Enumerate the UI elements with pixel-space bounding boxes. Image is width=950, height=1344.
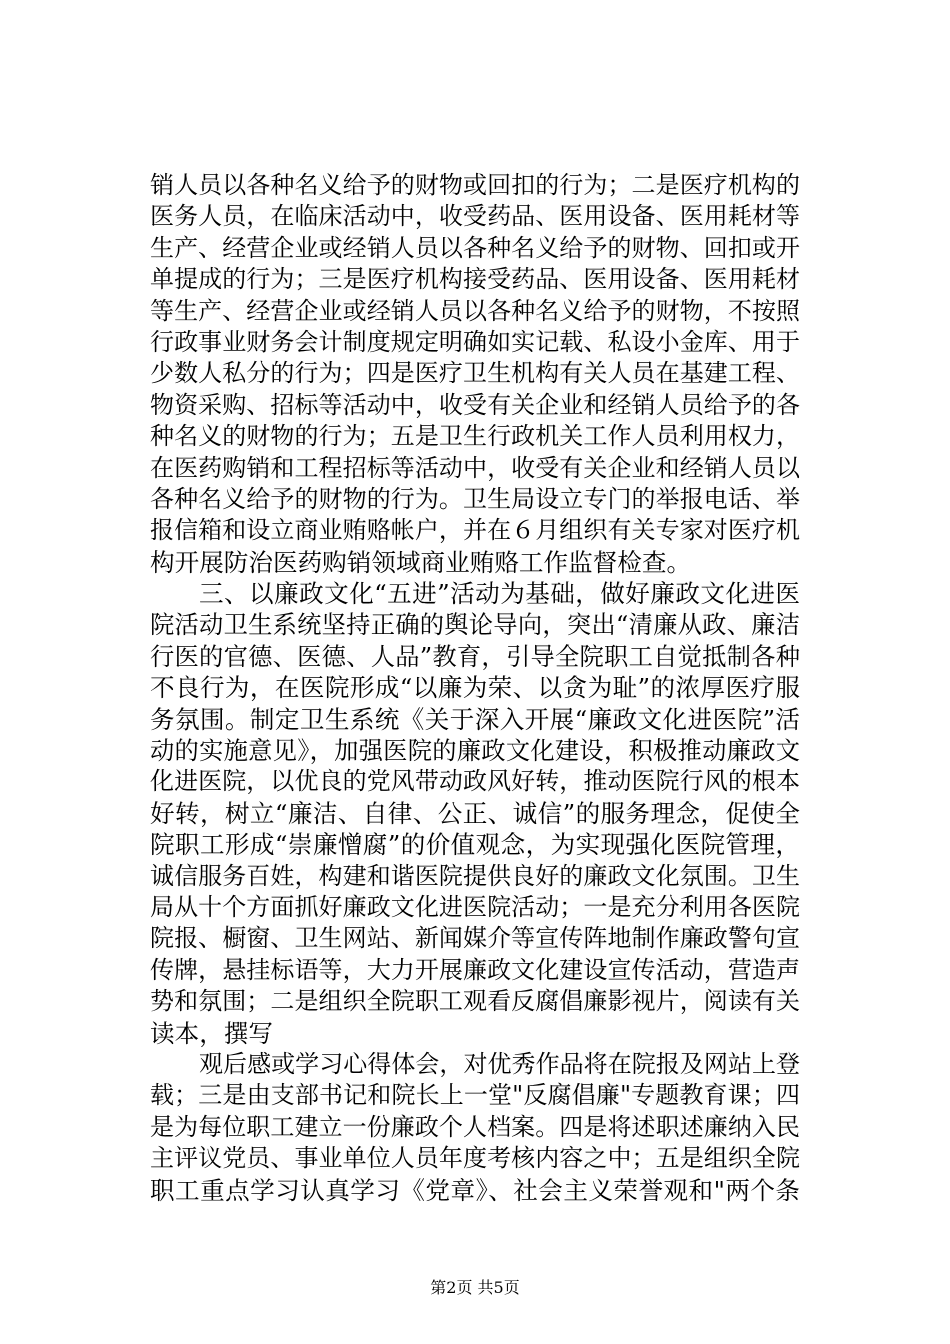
- text-line: 读本，撰写: [150, 1018, 273, 1048]
- text-line: 载；三是由支部书记和院长上一堂"反腐倡廉"专题教育课；四: [150, 1081, 800, 1110]
- text-line: 观后感或学习心得体会，对优秀作品将在院报及网站上登: [199, 1049, 800, 1078]
- text-line: 少数人私分的行为；四是医疗卫生机构有关人员在基建工程、: [150, 359, 800, 388]
- text-line: 不良行为，在医院形成“以廉为荣、以贪为耻”的浓厚医疗服: [150, 673, 800, 703]
- text-line: 种名义的财物的行为；五是卫生行政机关工作人员利用权力，: [150, 422, 800, 451]
- text-line: 院活动卫生系统坚持正确的舆论导向，突出“清廉从政、廉洁: [150, 610, 800, 640]
- text-line: 院职工形成“崇廉憎腐”的价值观念，为实现强化医院管理，: [150, 830, 800, 860]
- text-line: 好转，树立“廉洁、自律、公正、诚信”的服务理念，促使全: [150, 798, 800, 828]
- text-line: 化进医院，以优良的党风带动政风好转，推动医院行风的根本: [150, 767, 800, 796]
- text-line: 物资采购、招标等活动中，收受有关企业和经销人员给予的各: [150, 390, 800, 419]
- text-line: 局从十个方面抓好廉政文化进医院活动；一是充分利用各医院: [150, 892, 800, 921]
- text-line: 动的实施意见》，加强医院的廉政文化建设，积极推动廉政文: [150, 736, 800, 766]
- text-line: 构开展防治医药购销领域商业贿赂工作监督检查。: [150, 547, 692, 577]
- document-body: [150, 170, 800, 1206]
- text-line: 三、以廉政文化“五进”活动为基础，做好廉政文化进医: [199, 579, 800, 609]
- text-line: 行政事业财务会计制度规定明确如实记载、私设小金库、用于: [150, 327, 800, 356]
- text-line: 销人员以各种名义给予的财物或回扣的行为；二是医疗机构的: [150, 171, 800, 199]
- text-line: 生产、经营企业或经销人员以各种名义给予的财物、回扣或开: [150, 233, 800, 262]
- text-line: 诚信服务百姓，构建和谐医院提供良好的廉政文化氛围。卫生: [150, 861, 800, 890]
- text-line: 各种名义给予的财物的行为。卫生局设立专门的举报电话、举: [150, 484, 800, 513]
- text-line: 行医的官德、医德、人品”教育，引导全院职工自觉抵制各种: [150, 641, 800, 671]
- text-line: 医务人员，在临床活动中，收受药品、医用设备、医用耗材等: [150, 202, 800, 231]
- text-line: 等生产、经营企业或经销人员以各种名义给予的财物，不按照: [150, 296, 800, 325]
- text-line: 主评议党员、事业单位人员年度考核内容之中；五是组织全院: [150, 1144, 800, 1173]
- text-line: 势和氛围；二是组织全院职工观看反腐倡廉影视片，阅读有关: [150, 987, 800, 1016]
- page-footer: [0, 1278, 950, 1298]
- text-line: 是为每位职工建立一份廉政个人档案。四是将述职述廉纳入民: [150, 1112, 800, 1141]
- text-line: 报信箱和设立商业贿赂帐户，并在６月组织有关专家对医疗机: [150, 516, 800, 545]
- text-line: 务氛围。制定卫生系统《关于深入开展“廉政文化进医院”活: [150, 704, 800, 734]
- text-line: 传牌，悬挂标语等，大力开展廉政文化建设宣传活动，营造声: [150, 955, 800, 984]
- page-number: 第2页 共5页: [430, 1278, 520, 1297]
- text-line: 单提成的行为；三是医疗机构接受药品、医用设备、医用耗材: [150, 265, 800, 294]
- text-line: 职工重点学习认真学习《党章》、社会主义荣誉观和"两个条: [150, 1175, 800, 1205]
- text-line: 院报、橱窗、卫生网站、新闻媒介等宣传阵地制作廉政警句宣: [150, 924, 800, 953]
- text-line: 在医药购销和工程招标等活动中，收受有关企业和经销人员以: [150, 453, 800, 482]
